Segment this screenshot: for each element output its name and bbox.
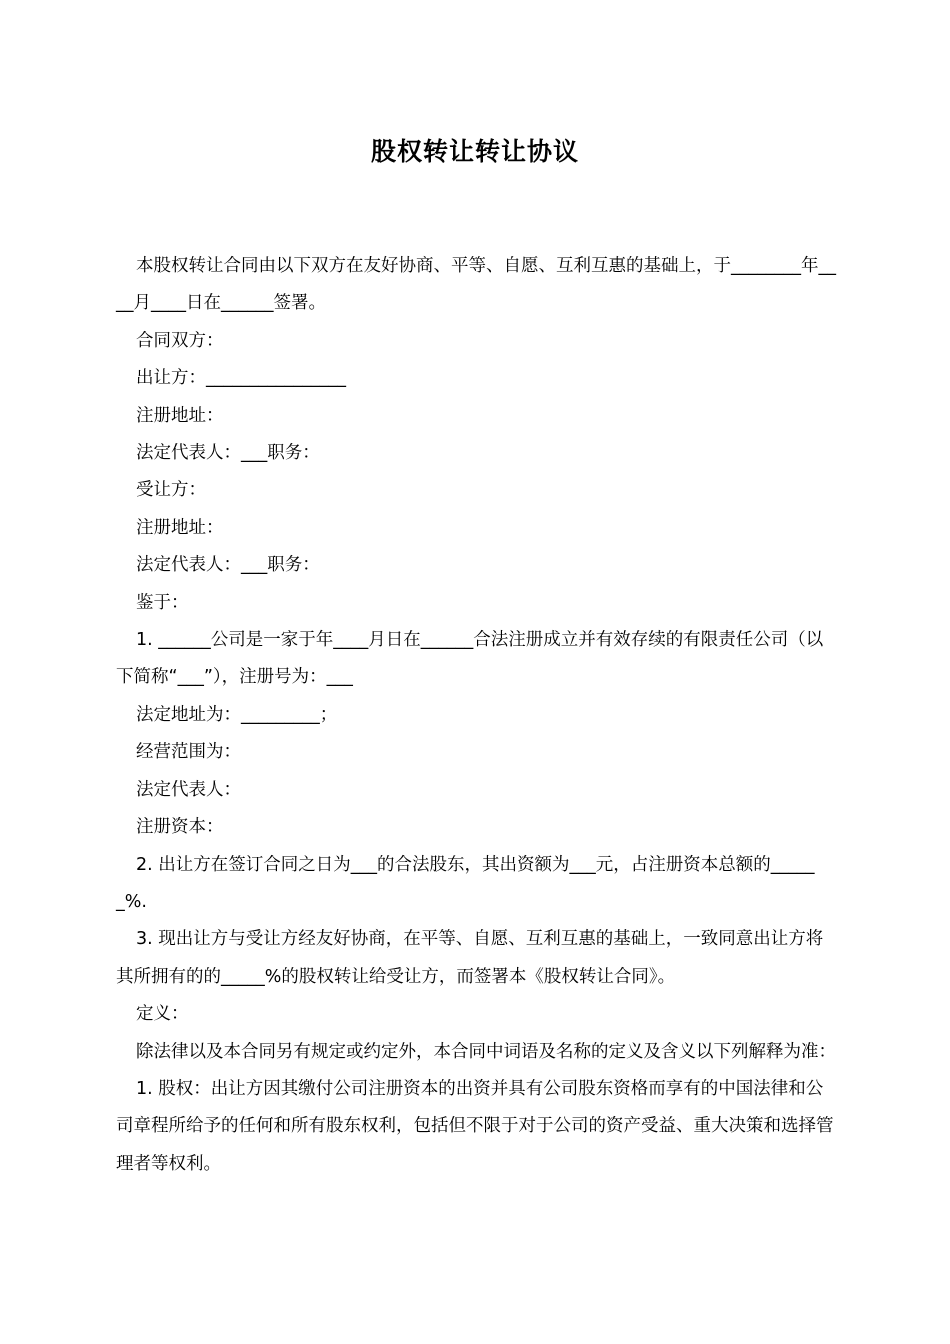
paragraph-registered-capital: 注册资本： <box>136 817 224 838</box>
paragraph-definitions-intro: 除法律以及本合同另有规定或约定外，本合同中词语及名称的定义及含义以下列解释为准： <box>136 1041 836 1062</box>
paragraph-definitions: 定义： <box>136 1004 189 1025</box>
paragraph-transferor-address: 注册地址： <box>136 405 224 426</box>
paragraph-transferee: 受让方： <box>136 480 206 501</box>
paragraph-transferee-address: 注册地址： <box>136 517 224 538</box>
paragraph-parties: 合同双方： <box>136 330 224 351</box>
paragraph-transferee-representative: 法定代表人：___职务： <box>136 555 320 576</box>
paragraph-definition-equity: 1. 股权：出让方因其缴付公司注册资本的出资并具有公司股东资格而享有的中国法律和公司章程所给予的任何和所有股东权利，包括但不限于对于公司的资产受益、重大决策和选择管理者等权利。 <box>116 1078 834 1174</box>
paragraph-clause-1: 1. ______公司是一家于年____月日在______合法注册成立并有效存续的有限责任公司（以下简称“___”），注册号为：___ <box>116 630 824 688</box>
paragraph-whereas: 鉴于： <box>136 592 189 613</box>
paragraph-transferor: 出让方：________________ <box>136 368 346 389</box>
document-body <box>116 248 836 1183</box>
paragraph-business-scope: 经营范围为： <box>136 742 241 763</box>
paragraph-company-representative: 法定代表人： <box>136 779 241 800</box>
document-title: 股权转让转让协议 <box>370 137 579 166</box>
paragraph-transferor-representative: 法定代表人：___职务： <box>136 443 320 464</box>
paragraph-clause-3: 3. 现出让方与受让方经友好协商，在平等、自愿、互利互惠的基础上，一致同意出让方将其所拥有的的_____%的股权转让给受让方，而签署本《股权转让合同》。 <box>116 929 824 987</box>
paragraph-clause-2: 2. 出让方在签订合同之日为___的合法股东，其出资额为___元，占注册资本总额的______%. <box>116 854 815 912</box>
paragraph-intro: 本股权转让合同由以下双方在友好协商、平等、自愿、互利互惠的基础上，于________年____月____日在______签署。 <box>116 256 836 314</box>
paragraph-legal-address: 法定地址为：_________； <box>136 704 338 725</box>
